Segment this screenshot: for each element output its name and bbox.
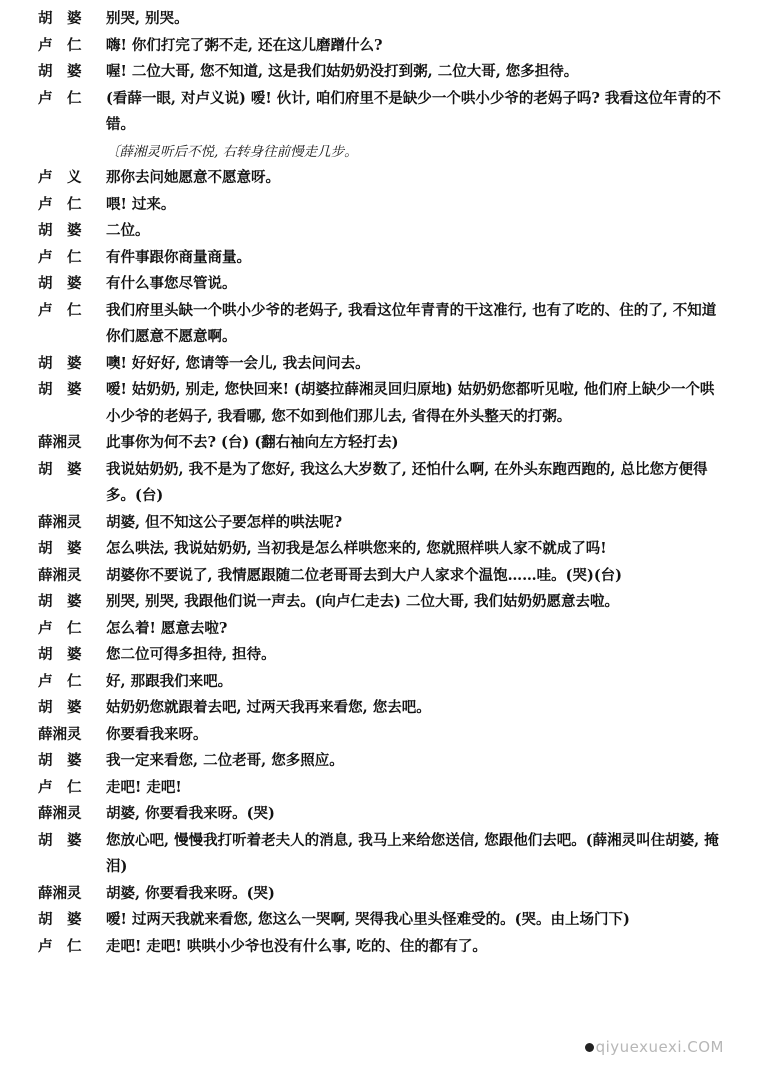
- speaker-name: 卢 仁: [38, 619, 82, 637]
- dialogue-line: [0, 722, 760, 749]
- speaker-name: 胡 婆: [38, 911, 82, 928]
- dialogue-line: [0, 881, 760, 908]
- watermark-text: qiyuexuexi.COM: [595, 1038, 724, 1056]
- speaker-name: 胡 婆: [38, 460, 82, 478]
- dialogue-text: 那你去问她愿意不愿意呀。: [106, 169, 280, 186]
- speaker-name: 薛湘灵: [38, 805, 82, 822]
- script-page: [0, 6, 760, 960]
- dialogue-line: [0, 695, 760, 722]
- dialogue-text: 您放心吧, 慢慢我打听着老夫人的消息, 我马上来给您送信, 您跟他们去吧。(薛湘灵叫住胡婆, 掩泪): [106, 831, 719, 875]
- speaker-name: 胡 婆: [38, 699, 82, 716]
- speaker-name: 胡 婆: [38, 10, 82, 27]
- speaker-name: 胡 婆: [38, 354, 82, 372]
- speaker-name: 薛湘灵: [38, 434, 82, 451]
- dialogue-line: [0, 510, 760, 537]
- speaker-name: 卢 仁: [38, 248, 82, 266]
- dialogue-line: [0, 616, 760, 643]
- speaker-name: 胡 婆: [38, 63, 82, 80]
- dialogue-line: [0, 828, 760, 881]
- dialogue-line: [0, 86, 760, 139]
- dialogue-line: [0, 298, 760, 351]
- speaker-name: 胡 婆: [38, 381, 82, 398]
- dialogue-text: 胡婆, 你要看我来呀。(哭): [106, 805, 275, 822]
- stage-direction: [0, 139, 760, 166]
- dialogue-line: [0, 457, 760, 510]
- speaker-name: 卢 义: [38, 169, 82, 186]
- speaker-name: 薛湘灵: [38, 725, 82, 743]
- dialogue-line: [0, 563, 760, 590]
- dialogue-line: [0, 801, 760, 828]
- speaker-name: 薛湘灵: [38, 884, 82, 902]
- dialogue-text: 姑奶奶您就跟着去吧, 过两天我再来看您, 您去吧。: [106, 699, 431, 716]
- dialogue-line: [0, 192, 760, 219]
- stage-direction-text: 〔薛湘灵听后不悦, 右转身往前慢走几步。: [106, 143, 358, 160]
- dialogue-text: 怎么着! 愿意去啦?: [106, 619, 228, 637]
- dialogue-line: [0, 59, 760, 86]
- dialogue-text: 我说姑奶奶, 我不是为了您好, 我这么大岁数了, 还怕什么啊, 在外头东跑西跑的, 总比您方便得多。(台): [106, 460, 708, 504]
- dialogue-line: [0, 33, 760, 60]
- dialogue-text: 此事你为何不去? (台) (翻右袖向左方轻打去): [106, 434, 399, 451]
- speaker-name: 胡 婆: [38, 540, 82, 557]
- dialogue-text: 您二位可得多担待, 担待。: [106, 646, 276, 663]
- speaker-name: 卢 仁: [38, 301, 82, 319]
- dialogue-line: [0, 589, 760, 616]
- speaker-name: 胡 婆: [38, 593, 82, 610]
- dialogue-text: (看薛一眼, 对卢义说) 嗳! 伙计, 咱们府里不是缺少一个哄小少爷的老妈子吗? 我看这位年青的不错。: [106, 89, 721, 133]
- speaker-name: 胡 婆: [38, 752, 82, 769]
- dialogue-line: [0, 934, 760, 961]
- dialogue-text: 胡婆, 但不知这公子要怎样的哄法呢?: [106, 513, 343, 531]
- speaker-name: 卢 仁: [38, 778, 82, 796]
- site-watermark: [585, 1038, 724, 1056]
- dialogue-text: 走吧! 走吧!: [106, 778, 182, 796]
- dialogue-text: 走吧! 走吧! 哄哄小少爷也没有什么事, 吃的、住的都有了。: [106, 937, 487, 955]
- dialogue-text: 有件事跟你商量商量。: [106, 248, 251, 266]
- dialogue-text: 胡婆你不要说了, 我情愿跟随二位老哥哥去到大户人家求个温饱……哇。(哭)(台): [106, 566, 623, 584]
- dialogue-line: [0, 430, 760, 457]
- speaker-name: 胡 婆: [38, 646, 82, 663]
- dialogue-line: [0, 775, 760, 802]
- dialogue-text: 怎么哄法, 我说姑奶奶, 当初我是怎么样哄您来的, 您就照样哄人家不就成了吗!: [106, 540, 607, 557]
- dialogue-line: [0, 907, 760, 934]
- dialogue-line: [0, 6, 760, 33]
- dialogue-text: 嗳! 过两天我就来看您, 您这么一哭啊, 哭得我心里头怪难受的。(哭。由上场门下): [106, 911, 630, 928]
- dialogue-text: 有什么事您尽管说。: [106, 275, 237, 292]
- dialogue-line: [0, 271, 760, 298]
- dialogue-line: [0, 165, 760, 192]
- dialogue-line: [0, 351, 760, 378]
- dialogue-text: 胡婆, 你要看我来呀。(哭): [106, 884, 275, 902]
- dialogue-line: [0, 669, 760, 696]
- dialogue-text: 好, 那跟我们来吧。: [106, 672, 233, 690]
- speaker-name: 卢 仁: [38, 195, 82, 213]
- watermark-dot-icon: [585, 1043, 594, 1052]
- dialogue-text: 我们府里头缺一个哄小少爷的老妈子, 我看这位年青青的干这准行, 也有了吃的、住的了, 不知道你们愿意不愿意啊。: [106, 301, 717, 345]
- speaker-name: 卢 仁: [38, 937, 82, 955]
- speaker-name: 薛湘灵: [38, 566, 82, 584]
- dialogue-text: 二位。: [106, 222, 150, 239]
- speaker-name: 胡 婆: [38, 831, 82, 849]
- dialogue-text: 别哭, 别哭。: [106, 10, 189, 27]
- dialogue-line: [0, 245, 760, 272]
- dialogue-text: 嗳! 姑奶奶, 别走, 您快回来! (胡婆拉薛湘灵回归原地) 姑奶奶您都听见啦, 他们府上缺少一个哄小少爷的老妈子, 我看哪, 您不如到他们那儿去, 省得在外头整天的打粥。: [106, 381, 715, 425]
- dialogue-line: [0, 377, 760, 430]
- dialogue-line: [0, 748, 760, 775]
- speaker-name: 胡 婆: [38, 222, 82, 239]
- dialogue-line: [0, 536, 760, 563]
- dialogue-text: 嗨! 你们打完了粥不走, 还在这儿磨蹭什么?: [106, 36, 383, 54]
- dialogue-line: [0, 642, 760, 669]
- speaker-name: 卢 仁: [38, 672, 82, 690]
- speaker-name: 卢 仁: [38, 89, 82, 107]
- dialogue-text: 你要看我来呀。: [106, 725, 208, 743]
- dialogue-text: 喂! 过来。: [106, 195, 176, 213]
- dialogue-text: 别哭, 别哭, 我跟他们说一声去。(向卢仁走去) 二位大哥, 我们姑奶奶愿意去啦。: [106, 593, 620, 610]
- dialogue-text: 我一定来看您, 二位老哥, 您多照应。: [106, 752, 344, 769]
- speaker-name: 卢 仁: [38, 36, 82, 54]
- dialogue-text: 噢! 好好好, 您请等一会儿, 我去问问去。: [106, 354, 370, 372]
- dialogue-line: [0, 218, 760, 245]
- speaker-name: 薛湘灵: [38, 513, 82, 531]
- speaker-name: 胡 婆: [38, 275, 82, 292]
- dialogue-text: 喔! 二位大哥, 您不知道, 这是我们姑奶奶没打到粥, 二位大哥, 您多担待。: [106, 63, 579, 80]
